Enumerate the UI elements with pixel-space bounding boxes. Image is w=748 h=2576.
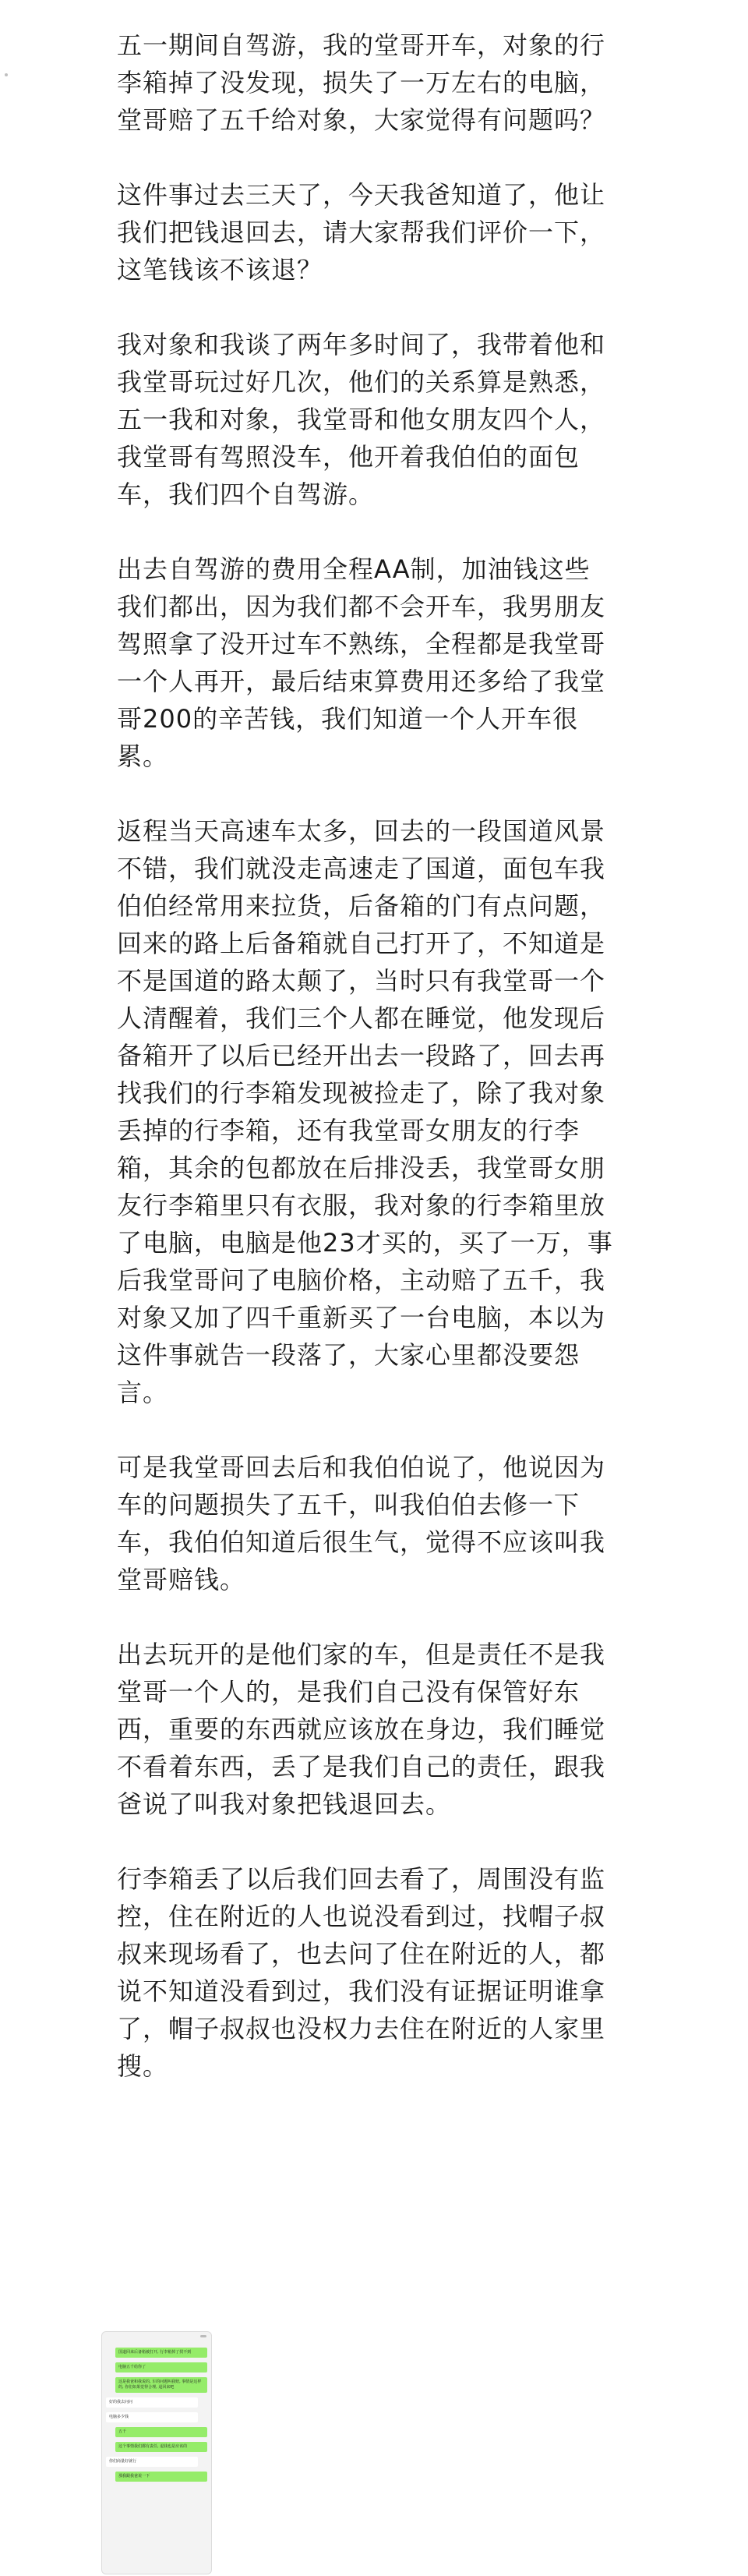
chat-bubble: 国道回来后备箱被打开, 行李箱掉了找不到 [115, 2348, 207, 2358]
paragraph-7: 出去玩开的是他们家的车，但是责任不是我堂哥一个人的，是我们自己没有保管好东西，重要的东西就应该放在身边，我们睡觉不看着东西，丢了是我们自己的责任，跟我爸说了叫我对象把钱退回去。 [117, 1640, 606, 1819]
chat-bubble: 这个事情我们都有责任, 退钱也是应该的 [115, 2442, 207, 2452]
chat-bubble: 那我跟我爸说一下 [115, 2472, 207, 2482]
chat-top-bar [102, 2332, 211, 2343]
chat-bubble: 你们商量好就行 [106, 2457, 198, 2467]
chat-screenshot-thumbnail[interactable] [101, 2331, 212, 2574]
paragraph-1: 五一期间自驾游，我的堂哥开车，对象的行李箱掉了没发现，损失了一万左右的电脑，堂哥赔了五千给对象，大家觉得有问题吗？ [117, 30, 606, 135]
edge-mark [5, 73, 8, 76]
paragraph-8: 行李箱丢了以后我们回去看了，周围没有监控，住在附近的人也说没看到过，找帽子叔叔来现场看了，也去问了住在附近的人，都说不知道没看到过，我们没有证据证明谁拿了，帽子叔叔也没权力去住在附近的人家里搜。 [117, 1864, 606, 2081]
chat-bubble: 好的我去问问 [106, 2397, 198, 2408]
article-body [117, 27, 616, 2122]
paragraph-6: 可是我堂哥回去后和我伯伯说了，他说因为车的问题损失了五千，叫我伯伯去修一下车，我伯伯知道后很生气，觉得不应该叫我堂哥赔钱。 [117, 1453, 606, 1594]
paragraph-5: 返程当天高速车太多，回去的一段国道风景不错，我们就没走高速走了国道，面包车我伯伯经常用来拉货，后备箱的门有点问题，回来的路上后备箱就自己打开了，不知道是不是国道的路太颠了，当时只有我堂哥一个人清醒着，我们三个人都在睡觉，他发现后备箱开了以后已经开出去一段路了，回去再找我们的行李箱发现被捡走了，除了我对象丢掉的行李箱，还有我堂哥女朋友的行李箱，其余的包都放在后排没丢，我堂哥女朋友行李箱里只有衣服，我对象的行李箱里放了电脑，电脑是他23才买的，买了一万，事后我堂哥问了电脑价格，主动赔了五千，我对象又加了四千重新买了一台电脑，本以为这件事就告一段落了，大家心里都没要怨言。 [117, 816, 613, 1407]
paragraph-4: 出去自驾游的费用全程AA制，加油钱这些我们都出，因为我们都不会开车，我男朋友驾照拿了没开过车不熟练，全程都是我堂哥一个人再开，最后结束算费用还多给了我堂哥200的辛苦钱，我们知道一个人开车很累。 [117, 554, 606, 771]
chat-bubble: 五千 [115, 2427, 207, 2437]
chat-bubble: 电脑多少钱 [106, 2412, 198, 2422]
paragraph-2: 这件事过去三天了，今天我爸知道了，他让我们把钱退回去，请大家帮我们评价一下，这笔钱该不该退？ [117, 180, 606, 285]
chat-bubble: 这是我爸和我说的, 车的问题叫我赔, 事情是这样的, 你们如果觉得合理, 退回来吧 [115, 2377, 207, 2393]
chat-bubble: 电脑五千给你了 [115, 2362, 207, 2373]
paragraph-3: 我对象和我谈了两年多时间了，我带着他和我堂哥玩过好几次，他们的关系算是熟悉，五一我和对象，我堂哥和他女朋友四个人，我堂哥有驾照没车，他开着我伯伯的面包车，我们四个自驾游。 [117, 330, 606, 509]
menu-dots-icon [200, 2335, 206, 2337]
